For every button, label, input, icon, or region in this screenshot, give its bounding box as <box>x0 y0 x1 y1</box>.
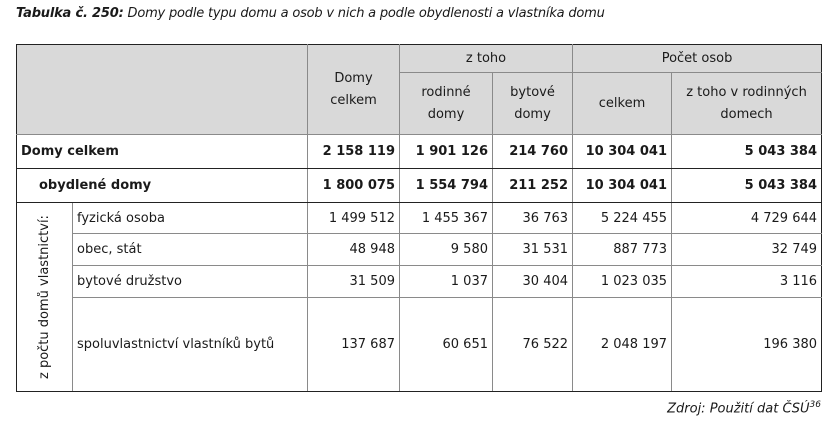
cell-value: 211 252 <box>493 169 573 203</box>
row-label: Domy celkem <box>17 135 308 169</box>
source-text: Zdroj: Použití dat ČSÚ <box>667 401 810 417</box>
source-footnote-marker: 36 <box>809 400 821 410</box>
cell-value: 32 749 <box>672 234 822 266</box>
header-row-1 <box>17 45 822 73</box>
source-note <box>667 400 821 416</box>
cell-value: 10 304 041 <box>573 169 672 203</box>
cell-value: 214 760 <box>493 135 573 169</box>
table-row-obydlene <box>17 169 822 203</box>
header-pocet-osob: Počet osob <box>573 45 822 73</box>
cell-value: 887 773 <box>573 234 672 266</box>
cell-value: 31 509 <box>308 266 400 298</box>
cell-value: 48 948 <box>308 234 400 266</box>
cell-value: 5 043 384 <box>672 169 822 203</box>
header-rodinne-domy: rodinné domy <box>400 73 493 135</box>
row-label: obydlené domy <box>17 169 308 203</box>
header-z-toho: z toho <box>400 45 573 73</box>
table-row <box>17 203 822 234</box>
cell-value: 1 037 <box>400 266 493 298</box>
data-table <box>16 44 822 392</box>
table-row <box>17 298 822 392</box>
cell-value: 76 522 <box>493 298 573 392</box>
cell-value: 1 554 794 <box>400 169 493 203</box>
cell-value: 31 531 <box>493 234 573 266</box>
cell-value: 137 687 <box>308 298 400 392</box>
cell-value: 1 023 035 <box>573 266 672 298</box>
header-corner-cell <box>17 45 308 135</box>
cell-value: 3 116 <box>672 266 822 298</box>
table-caption-label: Tabulka č. 250: <box>16 6 124 21</box>
row-label: fyzická osoba <box>73 203 308 234</box>
cell-value: 1 901 126 <box>400 135 493 169</box>
cell-value: 1 455 367 <box>400 203 493 234</box>
header-bytove-domy: bytové domy <box>493 73 573 135</box>
cell-value: 4 729 644 <box>672 203 822 234</box>
table-row <box>17 234 822 266</box>
cell-value: 36 763 <box>493 203 573 234</box>
cell-value: 2 048 197 <box>573 298 672 392</box>
cell-value: 2 158 119 <box>308 135 400 169</box>
header-osoby-celkem: celkem <box>573 73 672 135</box>
owner-group-label: z počtu domů vlastnictví: <box>17 203 73 392</box>
header-z-toho-v-rodinnych: z toho v rodinných domech <box>672 73 822 135</box>
cell-value: 5 224 455 <box>573 203 672 234</box>
cell-value: 30 404 <box>493 266 573 298</box>
row-label: spoluvlastnictví vlastníků bytů <box>73 298 308 392</box>
cell-value: 9 580 <box>400 234 493 266</box>
table-caption-text: Domy podle typu domu a osob v nich a podle obydlenosti a vlastníka domu <box>127 6 605 21</box>
table-row-domy-celkem <box>17 135 822 169</box>
cell-value: 1 499 512 <box>308 203 400 234</box>
cell-value: 10 304 041 <box>573 135 672 169</box>
cell-value: 5 043 384 <box>672 135 822 169</box>
cell-value: 60 651 <box>400 298 493 392</box>
row-label: obec, stát <box>73 234 308 266</box>
table-row <box>17 266 822 298</box>
table-caption <box>16 6 605 21</box>
header-domy-celkem: Domy celkem <box>308 45 400 135</box>
row-label: bytové družstvo <box>73 266 308 298</box>
cell-value: 1 800 075 <box>308 169 400 203</box>
cell-value: 196 380 <box>672 298 822 392</box>
